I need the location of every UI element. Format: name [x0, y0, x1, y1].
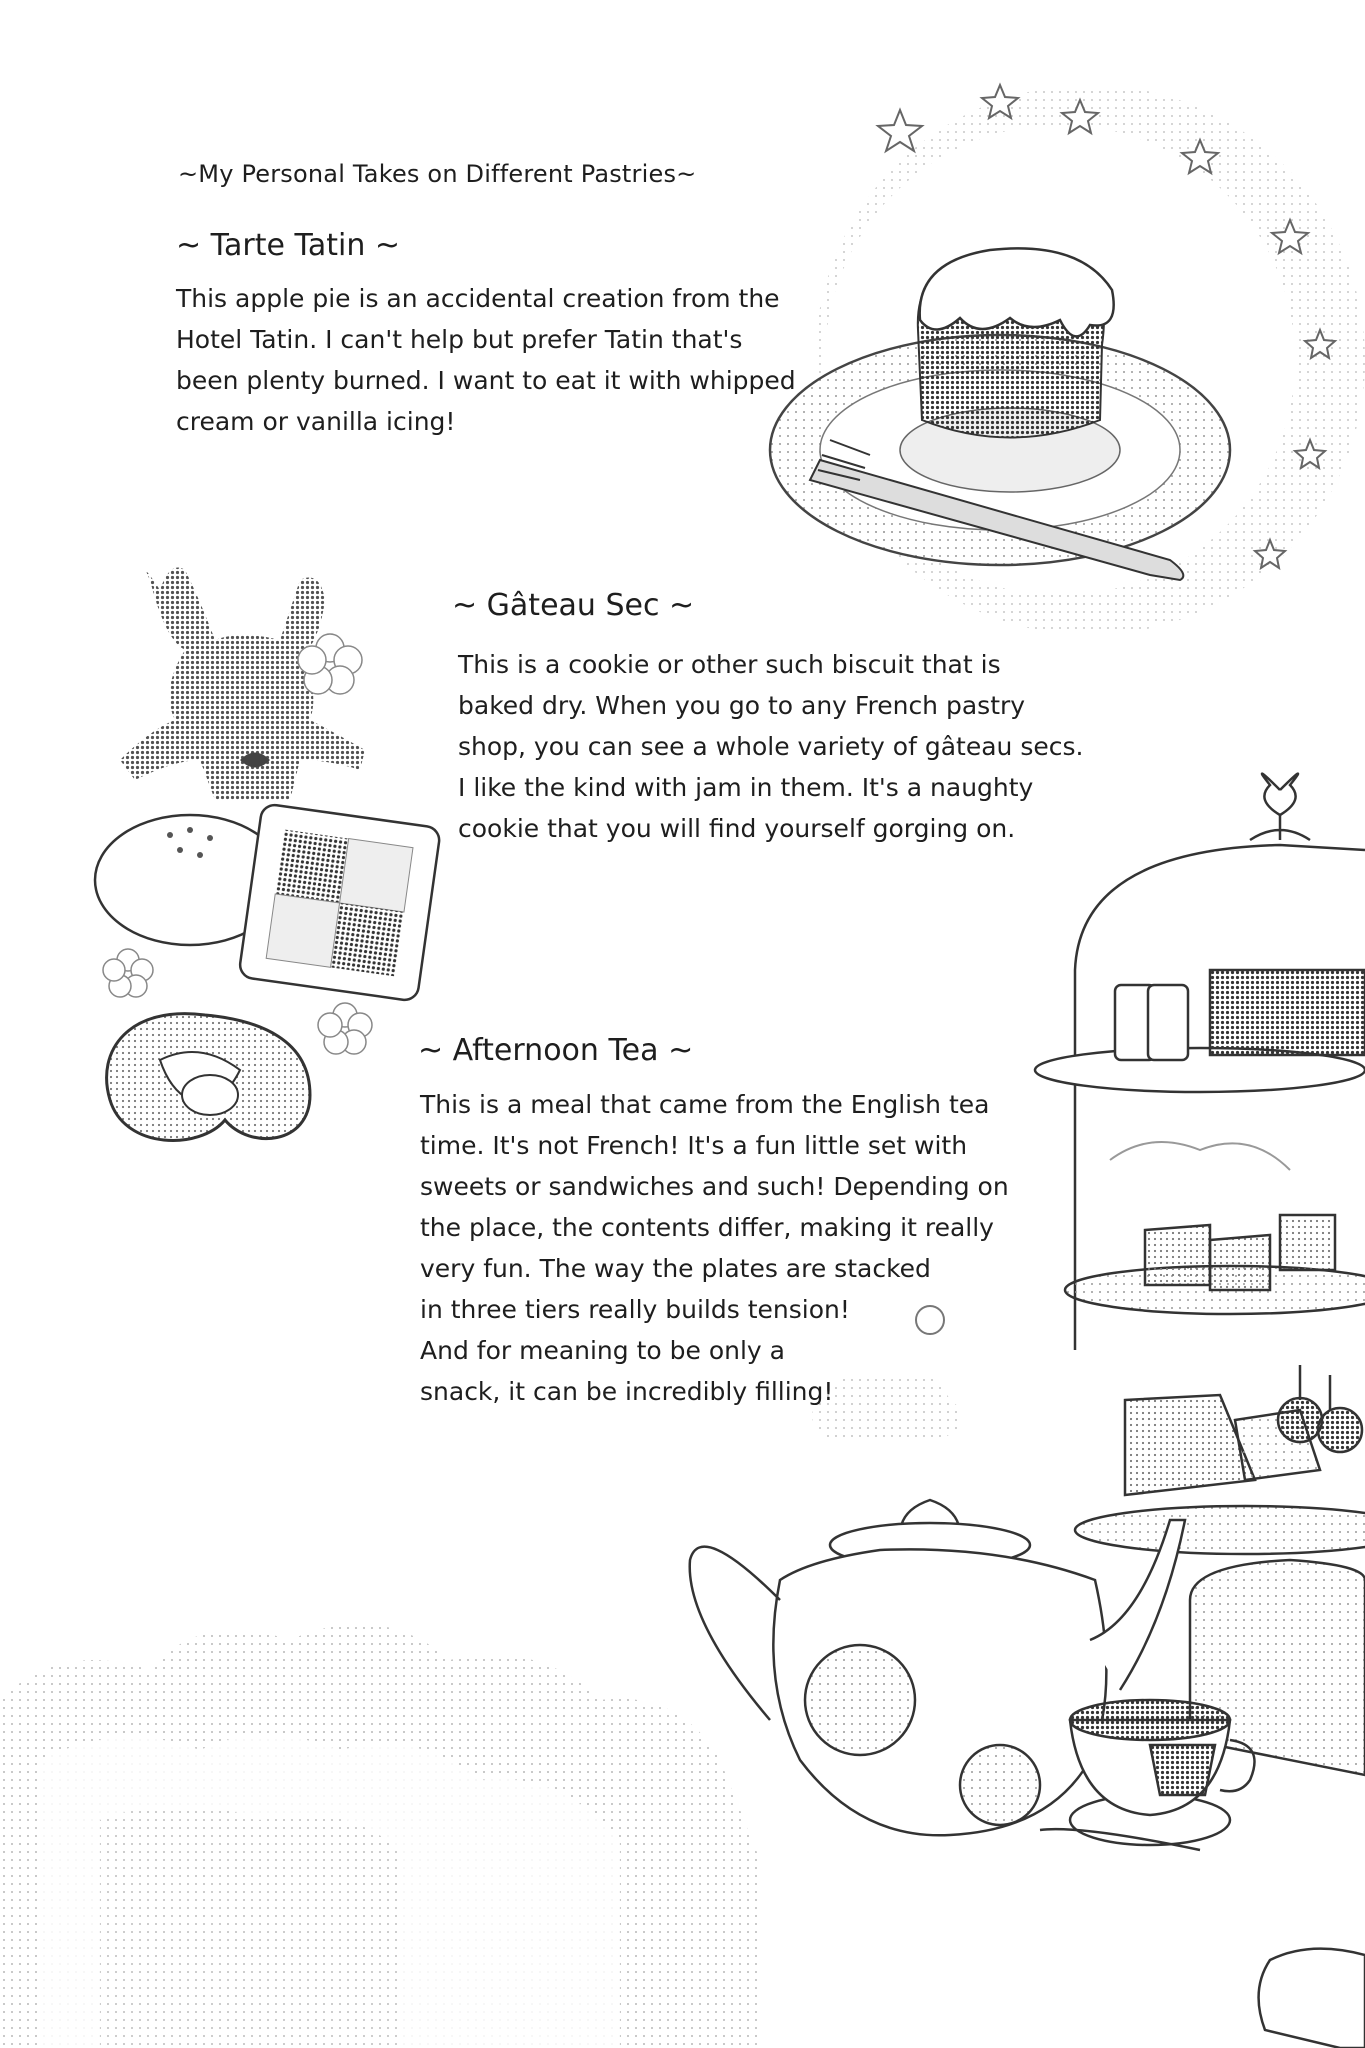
afternoon-tea-stand-illustration [1035, 774, 1365, 1554]
text-line: This is a cookie or other such biscuit that is [458, 650, 1001, 679]
text-line: shop, you can see a whole variety of gâteau secs. [458, 732, 1084, 761]
text-line: cookie that you will find yourself gorging on. [458, 814, 1016, 843]
gateau-sec-title: ~ Gâteau Sec ~ [452, 588, 695, 623]
text-line: cream or vanilla icing! [176, 407, 456, 436]
text-line: Hotel Tatin. I can't help but prefer Tatin that's [176, 325, 743, 354]
text-line: very fun. The way the plates are stacked [420, 1254, 931, 1283]
afternoon-tea-description [420, 1084, 1009, 1412]
text-line: And for meaning to be only a [420, 1336, 785, 1365]
text-line: sweets or sandwiches and such! Depending on [420, 1172, 1009, 1201]
text-line: This apple pie is an accidental creation from the [176, 284, 780, 313]
text-line: This is a meal that came from the English tea [420, 1090, 990, 1119]
tarte-tatin-title: ~ Tarte Tatin ~ [176, 228, 401, 263]
text-line: in three tiers really builds tension! [420, 1295, 850, 1324]
gateau-sec-description [458, 644, 1083, 849]
gateau-sec-illustration [95, 568, 441, 1141]
text-line: been plenty burned. I want to eat it with whipped [176, 366, 796, 395]
text-line: time. It's not French! It's a fun little set with [420, 1131, 968, 1160]
afternoon-tea-title: ~ Afternoon Tea ~ [418, 1033, 694, 1068]
tarte-tatin-description [176, 278, 796, 442]
text-line: I like the kind with jam in them. It's a naughty [458, 773, 1034, 802]
text-line: the place, the contents differ, making it really [420, 1213, 994, 1242]
page-header: ~My Personal Takes on Different Pastries~ [178, 160, 697, 188]
text-line: baked dry. When you go to any French pastry [458, 691, 1026, 720]
text-line: snack, it can be incredibly filling! [420, 1377, 834, 1406]
